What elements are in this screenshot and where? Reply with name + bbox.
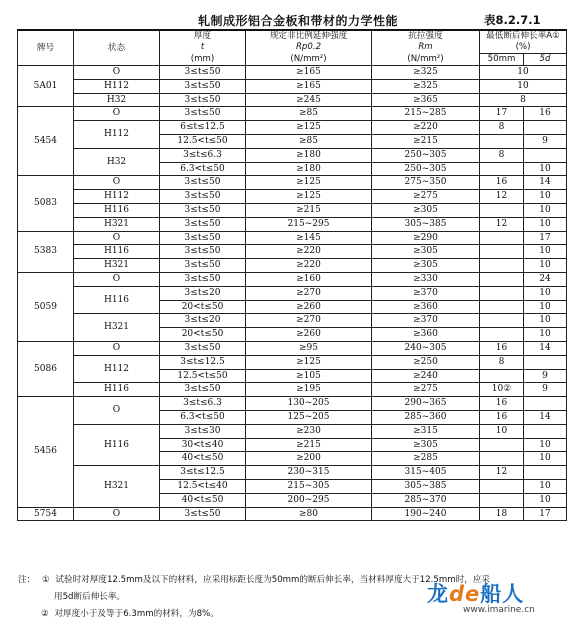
cell-elongation-50mm: 8 [480, 121, 524, 135]
cell-elongation: 10 [480, 66, 567, 80]
cell-yield-strength: 125~205 [246, 410, 372, 424]
table-row [18, 383, 567, 397]
table-title: 轧制成形铝合金板和带材的力学性能 [198, 14, 399, 28]
cell-tensile-strength: 250~305 [372, 148, 480, 162]
cell-tensile-strength: 285~360 [372, 410, 480, 424]
table-row [18, 259, 567, 273]
cell-temper: O [74, 507, 160, 521]
table-row [18, 107, 567, 121]
cell-thickness: 6.3<t≤50 [160, 410, 246, 424]
cell-tensile-strength: ≥360 [372, 328, 480, 342]
cell-elongation-5d [524, 121, 567, 135]
cell-elongation-5d: 14 [524, 410, 567, 424]
cell-tensile-strength: 240~305 [372, 341, 480, 355]
table-number: 表8.2.7.1 [484, 13, 541, 27]
cell-thickness: 3≤t≤50 [160, 79, 246, 93]
cell-yield-strength: 230~315 [246, 466, 372, 480]
cell-tensile-strength: ≥305 [372, 259, 480, 273]
cell-temper: O [74, 107, 160, 121]
table-row [18, 286, 567, 300]
table-row [18, 231, 567, 245]
cell-thickness: 3≤t≤50 [160, 383, 246, 397]
cell-temper: H116 [74, 424, 160, 465]
watermark-brand-de: de [449, 582, 481, 606]
cell-thickness: 3≤t≤50 [160, 341, 246, 355]
cell-elongation: 8 [480, 93, 567, 107]
cell-elongation-5d: 9 [524, 369, 567, 383]
cell-elongation-50mm: 10 [480, 424, 524, 438]
cell-thickness: 40<t≤50 [160, 452, 246, 466]
cell-tensile-strength: 215~285 [372, 107, 480, 121]
cell-elongation-50mm [480, 300, 524, 314]
table-row [18, 121, 567, 135]
watermark-brand-b: 船人 [480, 582, 525, 606]
cell-elongation-5d: 10 [524, 300, 567, 314]
cell-elongation-50mm [480, 438, 524, 452]
cell-temper: O [74, 231, 160, 245]
cell-yield-strength: ≥195 [246, 383, 372, 397]
cell-thickness: 20<t≤50 [160, 328, 246, 342]
cell-elongation-5d: 9 [524, 134, 567, 148]
cell-thickness: 3≤t≤20 [160, 286, 246, 300]
cell-elongation-5d: 10 [524, 314, 567, 328]
cell-tensile-strength: ≥215 [372, 134, 480, 148]
cell-temper: H321 [74, 314, 160, 342]
cell-tensile-strength: ≥275 [372, 190, 480, 204]
cell-tensile-strength: ≥275 [372, 383, 480, 397]
cell-tensile-strength: 290~365 [372, 397, 480, 411]
table-row [18, 79, 567, 93]
table-row [18, 466, 567, 480]
cell-elongation-50mm [480, 259, 524, 273]
cell-yield-strength: ≥180 [246, 148, 372, 162]
cell-tensile-strength: ≥305 [372, 203, 480, 217]
cell-elongation-50mm [480, 134, 524, 148]
cell-temper: H112 [74, 79, 160, 93]
cell-elongation-50mm [480, 452, 524, 466]
cell-temper: O [74, 66, 160, 80]
cell-tensile-strength: 285~370 [372, 493, 480, 507]
header-yield: 规定非比例延伸强度 [246, 30, 372, 42]
table-row [18, 93, 567, 107]
cell-yield-strength: ≥230 [246, 424, 372, 438]
cell-elongation-5d: 10 [524, 245, 567, 259]
cell-elongation-5d [524, 466, 567, 480]
cell-yield-strength: ≥270 [246, 314, 372, 328]
cell-elongation-50mm: 16 [480, 397, 524, 411]
cell-yield-strength: ≥220 [246, 245, 372, 259]
table-row [18, 341, 567, 355]
cell-tensile-strength: ≥285 [372, 452, 480, 466]
cell-temper: H112 [74, 121, 160, 149]
cell-elongation-50mm [480, 245, 524, 259]
table-row [18, 176, 567, 190]
header-tensile-symbol: Rm [372, 42, 480, 54]
cell-thickness: 3≤t≤12.5 [160, 355, 246, 369]
header-elongation-50mm: 50mm [480, 54, 524, 66]
cell-elongation-5d [524, 148, 567, 162]
cell-elongation-50mm [480, 493, 524, 507]
cell-tensile-strength: ≥250 [372, 355, 480, 369]
cell-elongation-5d: 14 [524, 341, 567, 355]
cell-elongation-5d: 10 [524, 162, 567, 176]
cell-temper: O [74, 397, 160, 425]
cell-thickness: 6≤t≤12.5 [160, 121, 246, 135]
cell-yield-strength: ≥80 [246, 507, 372, 521]
header-elongation: 最低断后伸长率A① [480, 30, 567, 42]
header-thickness-symbol: t [160, 42, 246, 54]
cell-grade: 5086 [18, 341, 74, 396]
cell-thickness: 3≤t≤50 [160, 176, 246, 190]
table-row [18, 314, 567, 328]
watermark-brand [427, 578, 524, 608]
cell-elongation-5d: 10 [524, 190, 567, 204]
header-grade: 牌号 [18, 30, 74, 66]
cell-elongation-5d: 10 [524, 493, 567, 507]
cell-elongation-5d: 24 [524, 272, 567, 286]
watermark-brand-a: 龙 [427, 582, 449, 606]
cell-elongation-5d: 10 [524, 328, 567, 342]
cell-tensile-strength: 315~405 [372, 466, 480, 480]
cell-elongation-50mm: 12 [480, 466, 524, 480]
cell-elongation-50mm: 16 [480, 410, 524, 424]
cell-yield-strength: ≥85 [246, 134, 372, 148]
cell-temper: H116 [74, 203, 160, 217]
cell-temper: H32 [74, 148, 160, 176]
cell-tensile-strength: 305~385 [372, 217, 480, 231]
cell-elongation-50mm [480, 231, 524, 245]
cell-thickness: 3≤t≤50 [160, 93, 246, 107]
cell-thickness: 3≤t≤50 [160, 245, 246, 259]
cell-yield-strength: 215~305 [246, 479, 372, 493]
notes-label: 注： [18, 575, 36, 585]
cell-yield-strength: ≥85 [246, 107, 372, 121]
cell-tensile-strength: ≥305 [372, 245, 480, 259]
cell-elongation-5d: 14 [524, 176, 567, 190]
cell-temper: H32 [74, 93, 160, 107]
cell-yield-strength: 215~295 [246, 217, 372, 231]
cell-grade: 5A01 [18, 66, 74, 107]
cell-elongation-5d: 10 [524, 452, 567, 466]
cell-thickness: 3≤t≤50 [160, 190, 246, 204]
cell-temper: O [74, 176, 160, 190]
cell-grade: 5454 [18, 107, 74, 176]
cell-yield-strength: ≥270 [246, 286, 372, 300]
cell-tensile-strength: ≥315 [372, 424, 480, 438]
cell-grade: 5383 [18, 231, 74, 272]
note-1-text-continued: 用5d断后伸长率。 [54, 592, 126, 602]
cell-tensile-strength: ≥330 [372, 272, 480, 286]
cell-yield-strength: ≥125 [246, 176, 372, 190]
cell-temper: H321 [74, 259, 160, 273]
cell-elongation-5d: 17 [524, 507, 567, 521]
cell-tensile-strength: ≥370 [372, 286, 480, 300]
cell-elongation-5d: 10 [524, 438, 567, 452]
cell-thickness: 3≤t≤50 [160, 272, 246, 286]
cell-yield-strength: ≥125 [246, 121, 372, 135]
cell-yield-strength: ≥260 [246, 328, 372, 342]
cell-elongation-50mm [480, 369, 524, 383]
cell-thickness: 3≤t≤6.3 [160, 148, 246, 162]
cell-thickness: 3≤t≤50 [160, 231, 246, 245]
cell-thickness: 12.5<t≤50 [160, 369, 246, 383]
header-thickness-unit: (mm) [160, 54, 246, 66]
table-row [18, 355, 567, 369]
cell-elongation-5d: 10 [524, 259, 567, 273]
cell-tensile-strength: ≥220 [372, 121, 480, 135]
cell-yield-strength: ≥220 [246, 259, 372, 273]
cell-yield-strength: ≥95 [246, 341, 372, 355]
cell-elongation-5d [524, 355, 567, 369]
cell-yield-strength: ≥215 [246, 203, 372, 217]
cell-thickness: 30<t≤40 [160, 438, 246, 452]
cell-elongation-50mm: 8 [480, 355, 524, 369]
cell-temper: H116 [74, 245, 160, 259]
cell-elongation-50mm: 12 [480, 190, 524, 204]
watermark-logo [427, 578, 567, 618]
cell-thickness: 6.3<t≤50 [160, 162, 246, 176]
table-row [18, 245, 567, 259]
note-2-text: 对厚度小于及等于6.3mm的材料，为8%。 [54, 609, 219, 619]
cell-tensile-strength: 305~385 [372, 479, 480, 493]
note-1-text: 试验时对厚度12.5mm及以下的材料，应采用标距长度为50mm的断后伸长率，当材料厚度大于12.5mm时，应采 [55, 575, 490, 585]
cell-yield-strength: ≥245 [246, 93, 372, 107]
cell-yield-strength: 130~205 [246, 397, 372, 411]
note-1-marker: ① [41, 575, 50, 585]
note-2-marker: ② [41, 609, 49, 619]
cell-elongation-50mm: 12 [480, 217, 524, 231]
cell-yield-strength: ≥260 [246, 300, 372, 314]
cell-elongation-50mm [480, 162, 524, 176]
cell-elongation-50mm [480, 286, 524, 300]
cell-tensile-strength: ≥370 [372, 314, 480, 328]
cell-thickness: 3≤t≤50 [160, 66, 246, 80]
cell-thickness: 3≤t≤12.5 [160, 466, 246, 480]
cell-elongation-50mm: 18 [480, 507, 524, 521]
cell-tensile-strength: ≥290 [372, 231, 480, 245]
properties-table-body [18, 66, 567, 521]
cell-grade: 5754 [18, 507, 74, 521]
cell-tensile-strength: 250~305 [372, 162, 480, 176]
cell-tensile-strength: ≥365 [372, 93, 480, 107]
cell-temper: H112 [74, 355, 160, 383]
cell-elongation-50mm: 17 [480, 107, 524, 121]
cell-elongation-50mm: 16 [480, 341, 524, 355]
cell-elongation-50mm [480, 328, 524, 342]
cell-thickness: 12.5<t≤50 [160, 134, 246, 148]
cell-elongation-50mm: 16 [480, 176, 524, 190]
cell-tensile-strength: ≥325 [372, 79, 480, 93]
cell-elongation-5d: 10 [524, 217, 567, 231]
table-row [18, 397, 567, 411]
cell-temper: O [74, 341, 160, 355]
cell-thickness: 12.5<t≤40 [160, 479, 246, 493]
cell-yield-strength: ≥165 [246, 79, 372, 93]
cell-elongation-50mm: 10② [480, 383, 524, 397]
cell-grade: 5456 [18, 397, 74, 507]
cell-thickness: 3≤t≤50 [160, 259, 246, 273]
cell-temper: H116 [74, 286, 160, 314]
header-elongation-unit: (%) [480, 42, 567, 54]
cell-tensile-strength: ≥325 [372, 66, 480, 80]
cell-elongation: 10 [480, 79, 567, 93]
cell-elongation-5d: 16 [524, 107, 567, 121]
cell-temper: O [74, 272, 160, 286]
watermark-url: www.imarine.cn [463, 605, 535, 615]
cell-elongation-5d: 9 [524, 383, 567, 397]
header-yield-unit: (N/mm²) [246, 54, 372, 66]
table-row [18, 272, 567, 286]
cell-elongation-5d [524, 397, 567, 411]
header-tensile-unit: (N/mm²) [372, 54, 480, 66]
cell-yield-strength: 200~295 [246, 493, 372, 507]
cell-thickness: 3≤t≤50 [160, 107, 246, 121]
cell-elongation-50mm: 8 [480, 148, 524, 162]
cell-temper: H321 [74, 217, 160, 231]
header-tensile: 抗拉强度 [372, 30, 480, 42]
header-thickness: 厚度 [160, 30, 246, 42]
table-row [18, 203, 567, 217]
cell-tensile-strength: 275~350 [372, 176, 480, 190]
cell-thickness: 3≤t≤20 [160, 314, 246, 328]
cell-tensile-strength: ≥240 [372, 369, 480, 383]
cell-elongation-50mm [480, 314, 524, 328]
cell-yield-strength: ≥105 [246, 369, 372, 383]
table-title-bar [0, 8, 577, 30]
table-row [18, 148, 567, 162]
header-yield-symbol: Rp0.2 [246, 42, 372, 54]
cell-elongation-5d: 10 [524, 479, 567, 493]
cell-temper: H112 [74, 190, 160, 204]
table-row [18, 217, 567, 231]
cell-yield-strength: ≥125 [246, 355, 372, 369]
cell-temper: H116 [74, 383, 160, 397]
cell-tensile-strength: ≥360 [372, 300, 480, 314]
cell-yield-strength: ≥165 [246, 66, 372, 80]
cell-elongation-5d: 10 [524, 286, 567, 300]
cell-elongation-50mm [480, 479, 524, 493]
cell-tensile-strength: ≥305 [372, 438, 480, 452]
cell-yield-strength: ≥160 [246, 272, 372, 286]
cell-temper: H321 [74, 466, 160, 507]
header-temper: 状态 [74, 30, 160, 66]
cell-tensile-strength: 190~240 [372, 507, 480, 521]
table-row [18, 190, 567, 204]
cell-thickness: 3≤t≤50 [160, 217, 246, 231]
cell-thickness: 3≤t≤50 [160, 507, 246, 521]
cell-grade: 5083 [18, 176, 74, 231]
cell-yield-strength: ≥125 [246, 190, 372, 204]
table-row [18, 424, 567, 438]
cell-elongation-50mm [480, 203, 524, 217]
cell-thickness: 20<t≤50 [160, 300, 246, 314]
cell-thickness: 3≤t≤6.3 [160, 397, 246, 411]
cell-grade: 5059 [18, 272, 74, 341]
cell-thickness: 3≤t≤50 [160, 203, 246, 217]
cell-elongation-5d: 17 [524, 231, 567, 245]
cell-yield-strength: ≥215 [246, 438, 372, 452]
properties-table [17, 29, 567, 521]
table-row [18, 66, 567, 80]
header-elongation-5d: 5d [524, 54, 567, 66]
cell-elongation-5d: 10 [524, 203, 567, 217]
cell-thickness: 3≤t≤30 [160, 424, 246, 438]
cell-yield-strength: ≥180 [246, 162, 372, 176]
cell-thickness: 40<t≤50 [160, 493, 246, 507]
table-row [18, 507, 567, 521]
cell-elongation-50mm [480, 272, 524, 286]
cell-elongation-5d [524, 424, 567, 438]
cell-yield-strength: ≥145 [246, 231, 372, 245]
cell-yield-strength: ≥200 [246, 452, 372, 466]
